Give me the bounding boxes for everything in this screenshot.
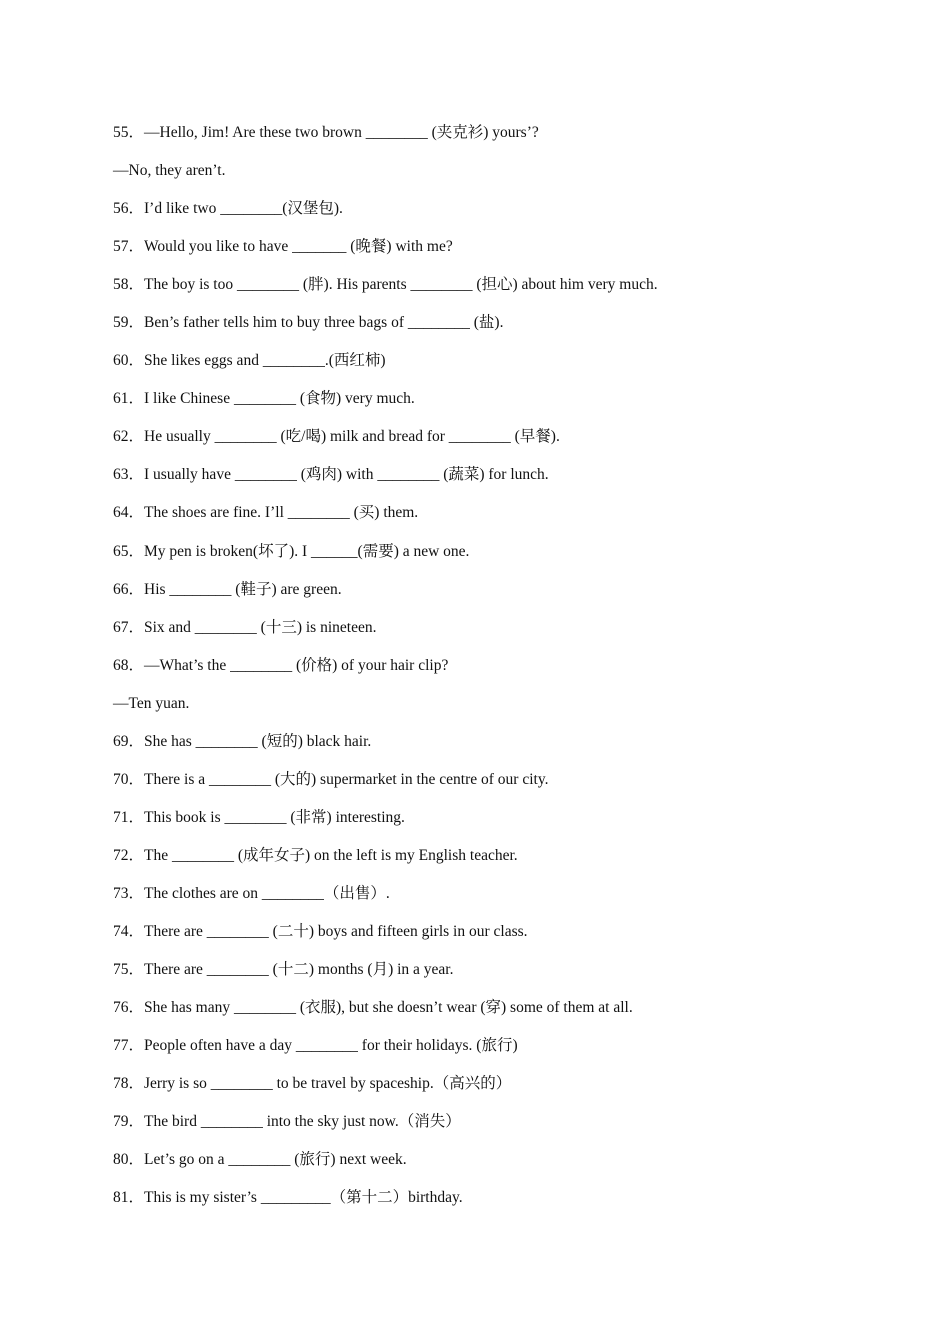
exercise-line: 78．Jerry is so ________ to be travel by spaceship.（高兴的） [113, 1075, 512, 1093]
exercise-line: 68．—What’s the ________ (价格) of your hair clip? [113, 656, 449, 674]
exercise-line: 66．His ________ (鞋子) are green. [113, 580, 342, 598]
exercise-line: 59．Ben’s father tells him to buy three bags of ________ (盐). [113, 314, 504, 332]
exercise-line: 80．Let’s go on a ________ (旅行) next week. [113, 1151, 407, 1169]
exercise-line: 69．She has ________ (短的) black hair. [113, 732, 372, 750]
exercise-line: 81．This is my sister’s _________（第十二）birthday. [113, 1189, 463, 1207]
exercise-line: 55．—Hello, Jim! Are these two brown ________ (夹克衫) yours’? [113, 124, 539, 141]
exercise-list [113, 119, 893, 1222]
exercise-line: 65．My pen is broken(坏了). I ______(需要) a new one. [113, 542, 470, 560]
answer-line: —Ten yuan. [113, 694, 190, 712]
exercise-line: 76．She has many ________ (衣服), but she doesn’t wear (穿) some of them at all. [113, 999, 633, 1017]
exercise-line: 70．There is a ________ (大的) supermarket in the centre of our city. [113, 770, 549, 788]
exercise-line: 58．The boy is too ________ (胖). His parents ________ (担心) about him very much. [113, 276, 658, 294]
exercise-line: 77．People often have a day ________ for their holidays. (旅行) [113, 1037, 518, 1055]
exercise-line: 72．The ________ (成年女子) on the left is my English teacher. [113, 846, 518, 864]
exercise-line: 62．He usually ________ (吃/喝) milk and bread for ________ (早餐). [113, 428, 560, 446]
exercise-line: 64．The shoes are fine. I’ll ________ (买) them. [113, 504, 419, 522]
exercise-line: 61．I like Chinese ________ (食物) very much. [113, 390, 415, 408]
exercise-line: 63．I usually have ________ (鸡肉) with ________ (蔬菜) for lunch. [113, 466, 549, 484]
exercise-line: 67．Six and ________ (十三) is nineteen. [113, 618, 377, 636]
exercise-line: 57．Would you like to have _______ (晚餐) with me? [113, 238, 453, 256]
exercise-line: 79．The bird ________ into the sky just now.（消失） [113, 1113, 461, 1131]
exercise-line: 74．There are ________ (二十) boys and fifteen girls in our class. [113, 922, 528, 940]
exercise-line: 75．There are ________ (十二) months (月) in a year. [113, 961, 454, 979]
answer-line: —No, they aren’t. [113, 162, 226, 180]
exercise-line: 60．She likes eggs and ________.(西红柿) [113, 352, 386, 370]
exercise-line: 73．The clothes are on ________（出售）. [113, 884, 390, 902]
exercise-line: 71．This book is ________ (非常) interesting. [113, 808, 405, 826]
exercise-line: 56．I’d like two ________(汉堡包). [113, 200, 343, 218]
